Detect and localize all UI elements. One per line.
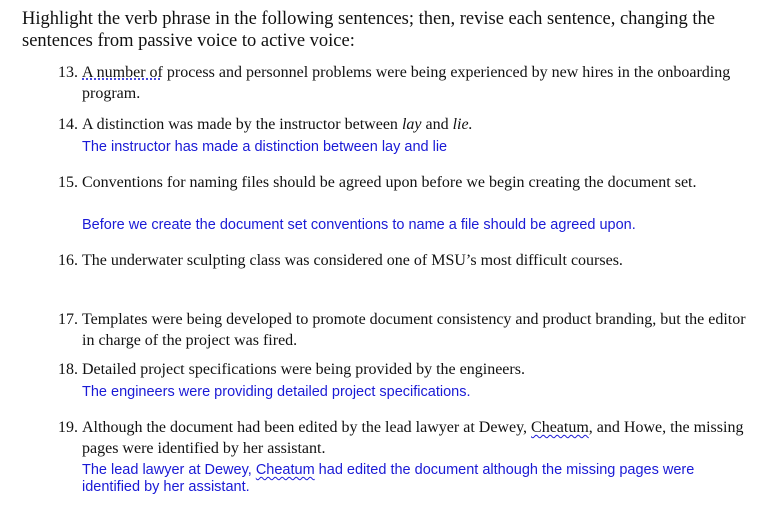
sentence [82, 417, 747, 459]
sentence-text: , and Howe, the missing pages were identified by her assistant. [82, 419, 744, 457]
answer[interactable]: The instructor has made a distinction between lay and lie [82, 139, 448, 155]
item-number: 15. [58, 174, 78, 191]
sentence-text: Although the document had been edited by the lead lawyer at Dewey, [82, 419, 532, 436]
answer-text: had edited the document although the missing pages were identified by her assistant. [82, 462, 695, 495]
flagged-word[interactable]: Cheatum [531, 419, 589, 436]
flagged-phrase[interactable]: A number of [82, 64, 163, 81]
item-number: 18. [58, 361, 78, 378]
answer[interactable]: Before we create the document set conventions to name a file should be agreed upon. [82, 217, 636, 233]
sentence [82, 114, 747, 135]
italic-word: lay [401, 116, 422, 133]
sentence-text: and [421, 116, 453, 133]
sentence-rest: process and personnel problems were being experienced by new hires in the onboarding program. [82, 64, 731, 102]
italic-word: lie. [452, 116, 473, 133]
instructions: Highlight the verb phrase in the following sentences; then, revise each sentence, changing the sentences from passive voice to active voice: [22, 9, 716, 51]
answer[interactable]: The engineers were providing detailed project specifications. [82, 384, 471, 400]
sentence: Detailed project specifications were being provided by the engineers. [82, 361, 525, 378]
item-number: 16. [58, 252, 78, 269]
item-number: 17. [58, 311, 78, 328]
sentence [82, 62, 747, 104]
sentence-text: A distinction was made by the instructor between [82, 116, 402, 133]
sentence: The underwater sculpting class was considered one of MSU’s most difficult courses. [82, 252, 623, 269]
sentence: Conventions for naming files should be agreed upon before we begin creating the document set. [82, 174, 697, 191]
item-number: 13. [58, 64, 78, 81]
sentence: Templates were being developed to promote document consistency and product branding, but the editor in charge of the project was fired. [82, 311, 746, 349]
answer[interactable] [82, 462, 742, 496]
item-number: 14. [58, 116, 78, 133]
item-number: 19. [58, 419, 78, 436]
flagged-word[interactable]: Cheatum [255, 462, 315, 478]
answer-text: The lead lawyer at Dewey, [82, 462, 256, 478]
